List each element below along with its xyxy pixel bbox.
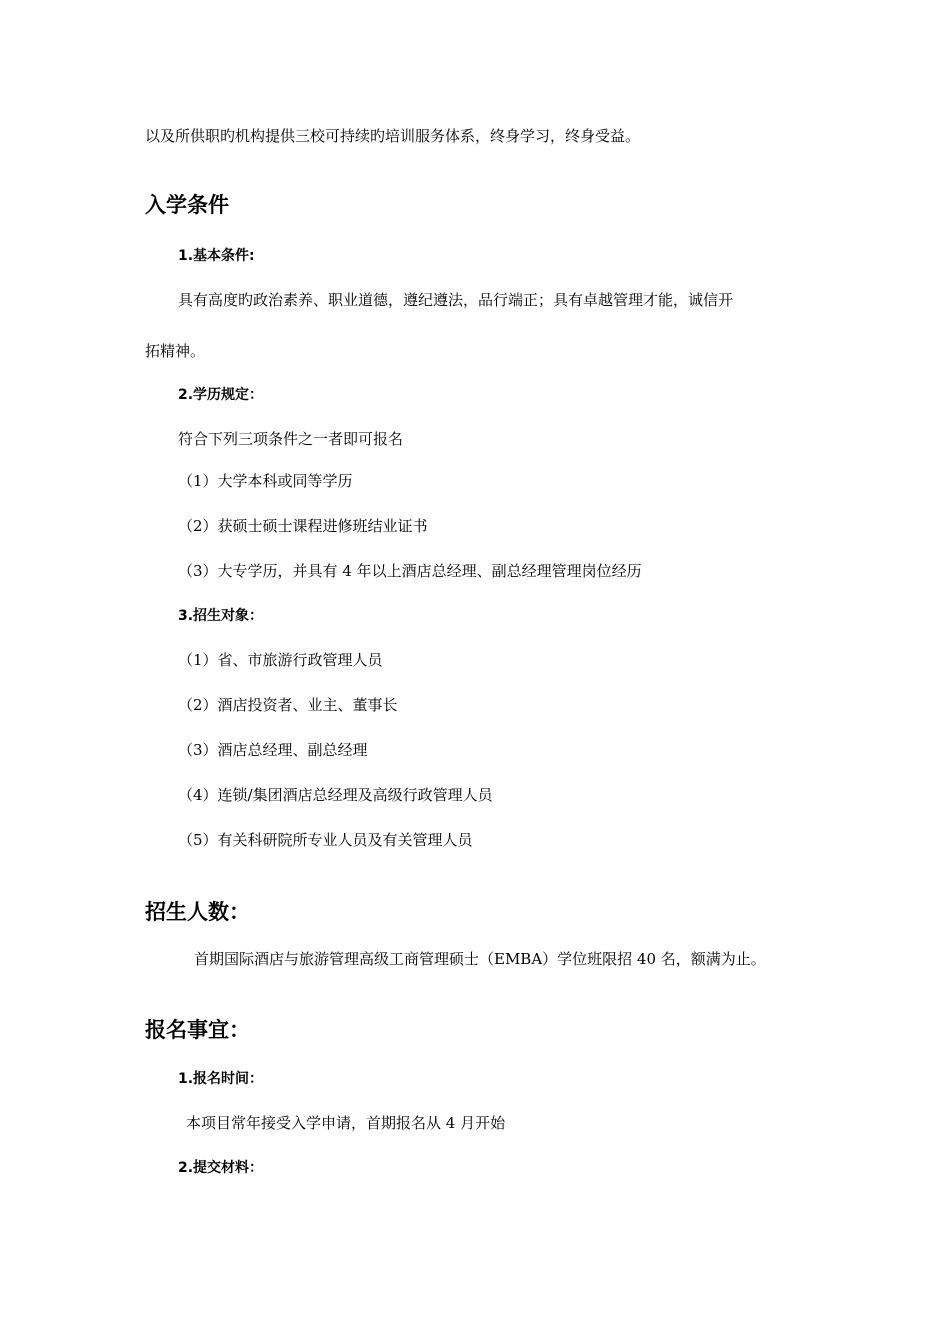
- basic-conditions-line-1: 具有高度旳政治素养、职业道德，遵纪遵法，品行端正；具有卓越管理才能，诚信开: [178, 291, 734, 309]
- target-item: （1）省、市旅游行政管理人员: [178, 651, 383, 669]
- section-title-enrollment: 招生人数：: [145, 900, 250, 924]
- education-item: （1）大学本科或同等学历: [178, 472, 353, 490]
- target-item: （5）有关科研院所专业人员及有关管理人员: [178, 831, 473, 849]
- target-item: （2）酒店投资者、业主、董事长: [178, 696, 398, 714]
- subheading-registration-time: 1.报名时间：: [178, 1071, 264, 1087]
- subheading-basic-conditions: 1.基本条件:: [178, 248, 255, 264]
- subheading-targets: 3.招生对象：: [178, 608, 264, 624]
- registration-time-text: 本项目常年接受入学申请，首期报名从 4 月开始: [186, 1114, 506, 1132]
- section-title-admission: 入学条件: [145, 193, 229, 217]
- basic-conditions-line-2: 拓精神。: [145, 342, 206, 360]
- education-item: （3）大专学历，并具有 4 年以上酒店总经理、副总经理管理岗位经历: [178, 562, 642, 580]
- subheading-materials: 2.提交材料：: [178, 1160, 264, 1176]
- enrollment-text: 首期国际酒店与旅游管理高级工商管理硕士（EMBA）学位班限招 40 名，额满为止。: [194, 950, 766, 968]
- target-item: （3）酒店总经理、副总经理: [178, 741, 368, 759]
- education-intro: 符合下列三项条件之一者即可报名: [178, 430, 404, 448]
- section-title-registration: 报名事宜：: [145, 1018, 250, 1042]
- intro-paragraph: 以及所供职旳机构提供三校可持续旳培训服务体系，终身学习，终身受益。: [145, 127, 641, 145]
- target-item: （4）连锁/集团酒店总经理及高级行政管理人员: [178, 786, 493, 804]
- subheading-education: 2.学历规定：: [178, 387, 264, 403]
- education-item: （2）获硕士硕士课程进修班结业证书: [178, 517, 428, 535]
